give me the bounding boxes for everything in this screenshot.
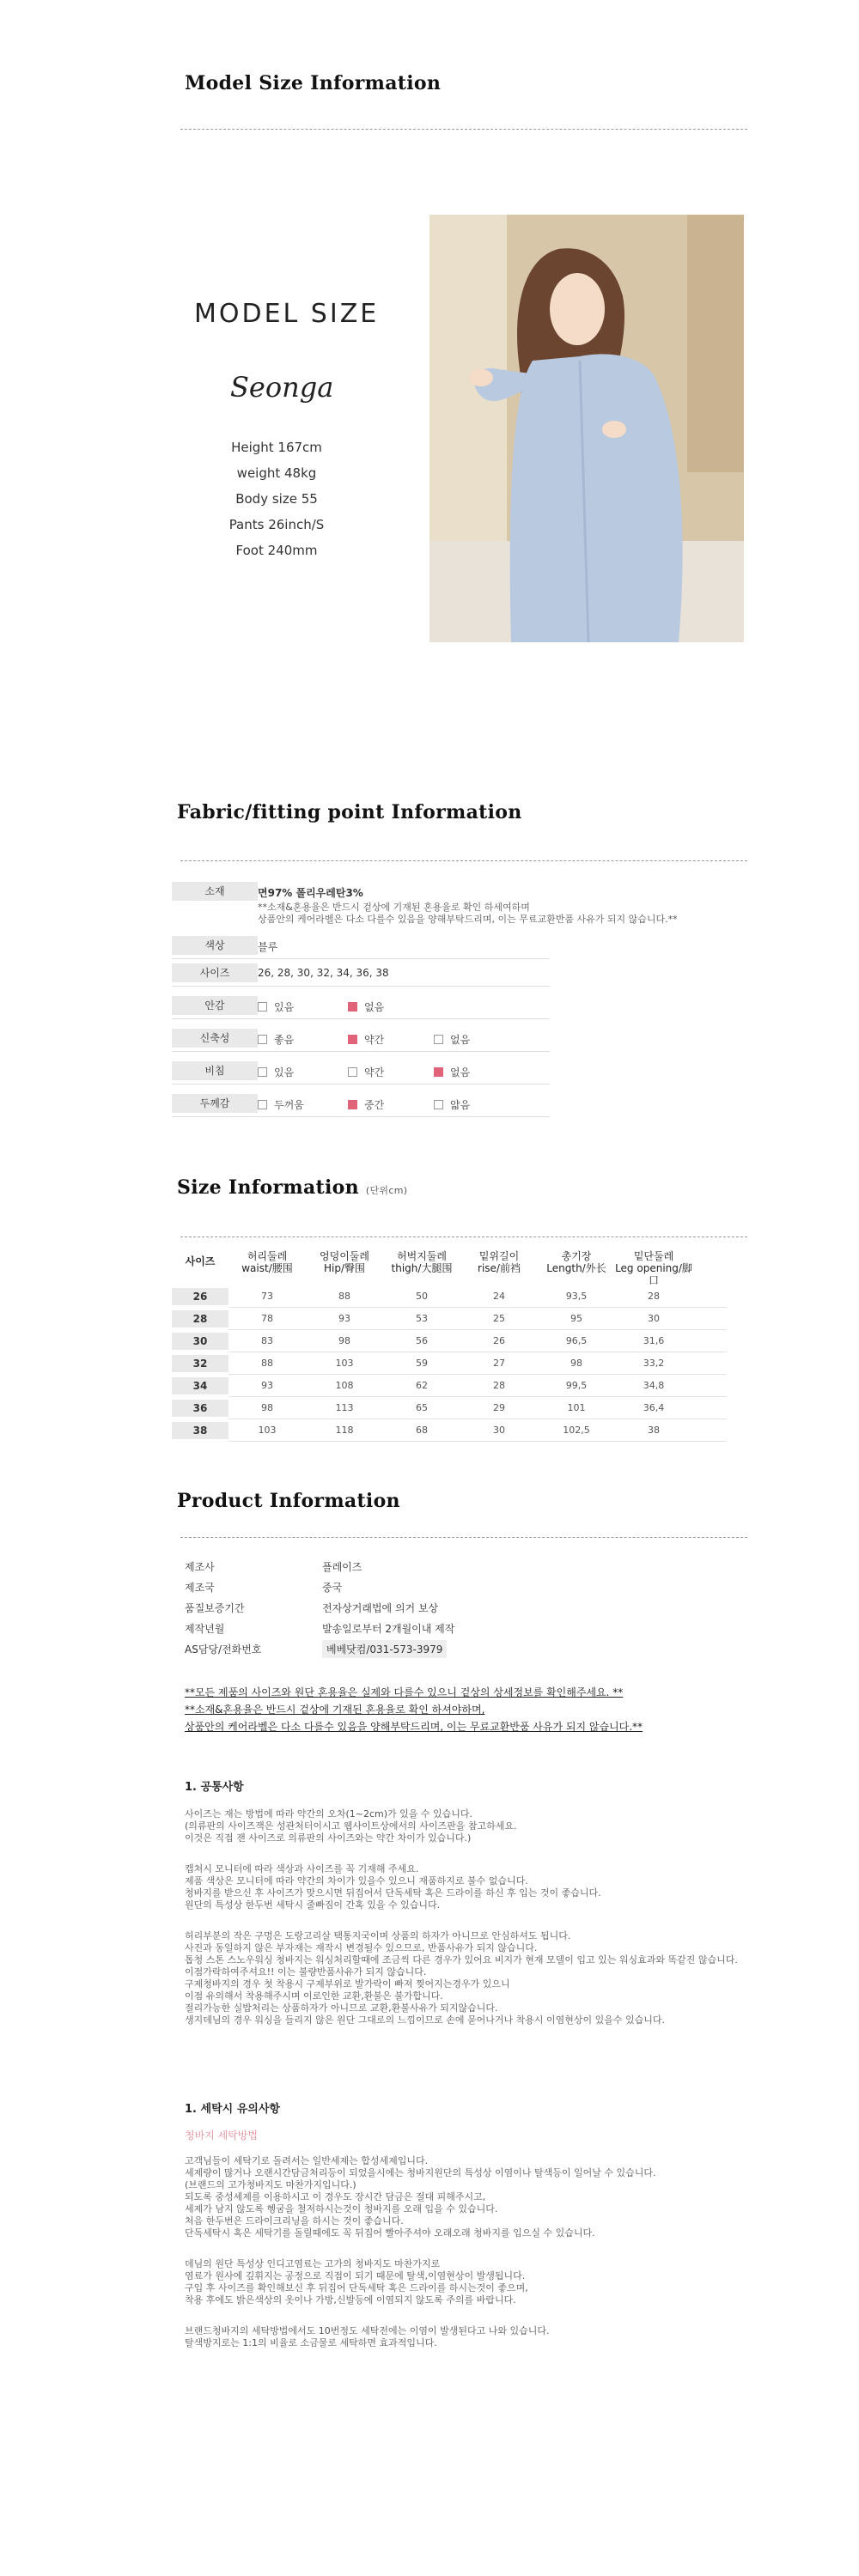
country-label: 제조국 (185, 1582, 215, 1594)
color-label: 색상 (172, 936, 258, 955)
paragraph-line: 톱청 스톤 스노우워싱 청바지는 워싱처리할때에 조금씩 다른 경우가 있어요 비지가 현재 모델이 입고 있는 워싱효과와 똑같진 않습니다. (185, 1954, 738, 1965)
checkbox-icon (434, 1035, 443, 1044)
as-contact-value: 베베닷컴/031-573-3979 (322, 1640, 447, 1658)
size-table-cell: 98 (338, 1335, 350, 1346)
size-table-header: 총기장 Length/外长 (546, 1250, 606, 1274)
size-table-cell: 101 (567, 1402, 586, 1413)
paragraph-line: 구제청바지의 경우 첫 착용시 구제부위로 발가락이 빠져 찢어지는경우가 있으니 (185, 1978, 510, 1990)
material-note-2: 상품안의 케어라벨은 다소 다를수 있음을 양해부탁드리며, 이는 무료교환반품 사유가 되지 않습니다.** (258, 914, 678, 925)
manufacturer-label: 제조사 (185, 1561, 215, 1573)
size-table-cell: 33,2 (643, 1358, 665, 1369)
size-row-divider (228, 1441, 727, 1442)
size-row-divider (228, 1329, 727, 1330)
size-table-cell: 26 (493, 1335, 505, 1346)
size-unit: (단위cm) (365, 1185, 408, 1196)
size-table-cell: 59 (416, 1358, 428, 1369)
size-table-cell: 38 (648, 1425, 660, 1436)
warranty-value: 전자상거래법에 의거 보상 (322, 1602, 439, 1614)
paragraph-line: 절리가능한 실밥처리는 상품하자가 아니므로 교환,환불사유가 되지않습니다. (185, 2002, 498, 2014)
paragraph-line: 착용 후에도 밝은색상의 옷이나 가방,신발등에 이염되지 않도록 주의를 바랍니다. (185, 2294, 516, 2306)
size-row-divider (228, 1374, 727, 1375)
size-table-cell: 36,4 (643, 1402, 665, 1413)
size-table-cell: 30 (493, 1425, 505, 1436)
size-table-cell: 28 (648, 1291, 660, 1302)
thickness-option-thick: 두꺼움 (258, 1097, 304, 1112)
stretch-option-slight: 약간 (348, 1032, 384, 1047)
size-table-cell: 62 (416, 1380, 428, 1391)
material-note-1: **소재&혼용율은 반드시 겉상에 기재된 혼용율로 확인 하세여하며 (258, 902, 530, 913)
size-label: 사이즈 (172, 963, 258, 982)
size-row-label: 30 (172, 1333, 228, 1350)
checkbox-checked-icon (434, 1067, 443, 1077)
model-section-title: Model Size Information (185, 72, 442, 94)
checkbox-icon (258, 1002, 267, 1012)
paragraph-line: 처음 한두번은 드라이크리닝을 하시는 것이 좋습니다. (185, 2215, 404, 2227)
paragraph-line: 데님의 원단 특성상 인디고염료는 고가의 청바지도 마찬가지로 (185, 2258, 441, 2269)
paragraph-line: (브랜드의 고가청바지도 마찬가지입니다.) (185, 2179, 356, 2190)
fabric-section-title: Fabric/fitting point Information (177, 801, 522, 823)
size-row-divider (228, 1307, 727, 1308)
section-divider (180, 1537, 747, 1538)
section-divider (180, 860, 747, 861)
paragraph-line: 단독세탁시 혹은 세탁기를 돌릴때에도 꼭 뒤집어 빨아주셔야 오래오래 청바지를 입으실 수 있습니다. (185, 2227, 595, 2239)
size-value: 26, 28, 30, 32, 34, 36, 38 (258, 967, 389, 979)
paragraph-line: 사진과 동일하지 않은 부자재는 재작시 변경될수 있으므로, 반품사유가 되지 않습니다. (185, 1942, 538, 1953)
paragraph-line: 브랜드청바지의 세탁방법에서도 10번정도 세탁전에는 이염이 발생된다고 나와 있습니다. (185, 2325, 550, 2336)
size-table-cell: 25 (493, 1313, 505, 1324)
size-table-cell: 78 (261, 1313, 273, 1324)
paragraph-line: 제품 색상은 모니터에 따라 약간의 차이가 있을수 있으니 재품하지로 불수 없습니다. (185, 1875, 528, 1886)
lining-option-yes: 있음 (258, 999, 294, 1014)
manufacturer-value: 플레이즈 (322, 1561, 362, 1573)
paragraph-line: 고객님들이 세탁기로 돌려서는 일반세제는 합성세제입니다. (185, 2155, 429, 2166)
notice-line-2: **소재&혼용율은 반드시 겉상에 기재된 혼용율로 확인 하셔야하며, (185, 1704, 485, 1716)
size-row-label: 36 (172, 1400, 228, 1417)
section-divider (180, 1236, 747, 1237)
production-date-value: 발송일로부터 2개월이내 제작 (322, 1623, 455, 1635)
spec-pants: Pants 26inch/S (228, 517, 325, 532)
size-table-cell: 93,5 (565, 1291, 588, 1302)
row-divider (172, 1018, 550, 1019)
row-divider (172, 1116, 550, 1117)
as-contact-label: AS담당/전화번호 (185, 1643, 262, 1656)
size-table-cell: 28 (493, 1380, 505, 1391)
lining-option-no: 없음 (348, 999, 384, 1014)
sheerness-option-none: 없음 (434, 1065, 470, 1079)
paragraph-line: 세제량이 많거나 오랜시간담금처리등이 되었을시에는 청바지원단의 특성상 이염이나 탈색등이 일어날 수 있습니다. (185, 2167, 656, 2178)
size-table-cell: 103 (335, 1358, 354, 1369)
row-divider (172, 986, 550, 987)
size-table-cell: 96,5 (565, 1335, 588, 1346)
size-table-cell: 31,6 (643, 1335, 665, 1346)
size-table-cell: 108 (335, 1380, 354, 1391)
size-table-cell: 99,5 (565, 1380, 588, 1391)
size-table-cell: 93 (338, 1313, 350, 1324)
paragraph-line: 허리부분의 작은 구멍은 도랑고리살 택통지국이며 상품의 하자가 아니므로 안심하셔도 됩니다. (185, 1930, 571, 1941)
size-table-cell: 98 (261, 1402, 273, 1413)
size-row-label: 32 (172, 1355, 228, 1372)
row-divider (172, 958, 550, 959)
size-table-cell: 103 (258, 1425, 277, 1436)
size-section-title (177, 1176, 407, 1199)
size-table-cell: 56 (416, 1335, 428, 1346)
paragraph-line: 탈색방지로는 1:1의 비율로 소금물로 세탁하면 효과적입니다. (185, 2337, 437, 2348)
size-table-cell: 118 (335, 1425, 354, 1436)
size-table-cell: 98 (570, 1358, 582, 1369)
spec-body-size: Body size 55 (235, 491, 318, 507)
color-value: 블루 (258, 941, 278, 953)
size-table-cell: 24 (493, 1291, 505, 1302)
model-name: Seonga (230, 371, 334, 404)
size-table-header: 엉덩이둘레 Hip/臀围 (320, 1250, 369, 1274)
sheerness-label: 비침 (172, 1061, 258, 1080)
material-value: 면97% 폴리우레탄3% (258, 887, 363, 899)
checkbox-icon (258, 1100, 267, 1109)
size-table-cell: 68 (416, 1425, 428, 1436)
common-heading: 1. 공통사항 (185, 1781, 244, 1794)
size-table-cell: 102,5 (563, 1425, 590, 1436)
paragraph-line: (의류판의 사이즈잭은 성관처터이시고 웹사이트상에서의 사이즈판을 참고하세요. (185, 1820, 517, 1832)
thickness-option-thin: 얇음 (434, 1097, 470, 1112)
size-table-cell: 88 (338, 1291, 350, 1302)
stretch-option-none: 없음 (434, 1032, 470, 1047)
row-divider (172, 1051, 550, 1052)
size-table-cell: 93 (261, 1380, 273, 1391)
checkbox-icon (348, 1067, 357, 1077)
paragraph-line: 청바지를 받으신 후 사이즈가 맞으시면 뒤집어서 단독세탁 혹은 드라이를 하신 후 입는 것이 좋습니다. (185, 1887, 601, 1899)
production-date-label: 제작년월 (185, 1623, 225, 1635)
stretch-label: 신축성 (172, 1029, 258, 1048)
checkbox-icon (434, 1100, 443, 1109)
checkbox-icon (258, 1035, 267, 1044)
size-col-header: 사이즈 (185, 1255, 216, 1267)
size-table-cell: 88 (261, 1358, 273, 1369)
model-photo (430, 215, 744, 642)
wash-heading: 1. 세탁시 유의사항 (185, 2103, 280, 2116)
thickness-label: 두께감 (172, 1094, 258, 1113)
size-table-cell: 27 (493, 1358, 505, 1369)
paragraph-line: 캡쳐시 모니터에 따라 색상과 사이즈를 꼭 기재해 주세요. (185, 1863, 419, 1874)
checkbox-checked-icon (348, 1002, 357, 1012)
paragraph-line: 사이즈는 재는 방법에 따라 약간의 오차(1~2cm)가 있을 수 있습니다. (185, 1808, 473, 1820)
size-row-label: 26 (172, 1288, 228, 1305)
size-table-header: 밑위길이 rise/前裆 (478, 1250, 521, 1274)
checkbox-checked-icon (348, 1100, 357, 1109)
model-heading: MODEL SIZE (194, 299, 380, 329)
country-value: 중국 (322, 1582, 343, 1594)
paragraph-line: 염료가 원사에 깊휘지는 공정으로 직접이 되기 때문에 탈색,이염현상이 발생됩니다. (185, 2270, 526, 2281)
paragraph-line: 원단의 특성상 한두번 세탁시 줄빠짐이 간혹 있을 수 있습니다. (185, 1899, 441, 1911)
size-row-divider (228, 1396, 727, 1397)
sheerness-option-yes: 있음 (258, 1065, 294, 1079)
size-table-cell: 53 (416, 1313, 428, 1324)
model-photo-illustration (430, 215, 744, 642)
sheerness-option-slight: 약간 (348, 1065, 384, 1079)
size-table-cell: 83 (261, 1335, 273, 1346)
checkbox-checked-icon (348, 1035, 357, 1044)
size-table-cell: 95 (570, 1313, 582, 1324)
notice-line-3: 상품안의 케어라벨은 다소 다를수 있음을 양해부탁드리며, 이는 무료교환반품 사유가 되지 않습니다.** (185, 1721, 643, 1733)
lining-label: 안감 (172, 996, 258, 1015)
paragraph-line: 구입 후 사이즈를 확인해보신 후 뒤집어 단독세탁 혹은 드라이를 하시는것이 좋으며, (185, 2282, 528, 2293)
section-divider (180, 129, 747, 130)
size-table-cell: 30 (648, 1313, 660, 1324)
size-title-text: Size Information (177, 1176, 359, 1199)
checkbox-icon (258, 1067, 267, 1077)
spec-height: Height 167cm (231, 440, 322, 455)
wash-subheading: 청바지 세탁방법 (185, 2129, 258, 2142)
paragraph-line: 이것은 직접 잰 사이즈로 의류판의 사이즈와는 약간 차이가 있습니다.) (185, 1832, 472, 1844)
stretch-option-good: 좋음 (258, 1032, 294, 1047)
size-table-cell: 113 (335, 1402, 354, 1413)
size-table-header: 밑단둘레 Leg opening/脚口 (615, 1250, 692, 1286)
thickness-option-medium: 중간 (348, 1097, 384, 1112)
size-table-cell: 50 (416, 1291, 428, 1302)
paragraph-line: 되도록 중성세제를 이용하시고 이 경우도 장시간 담금은 절대 피해주시고, (185, 2191, 486, 2202)
spec-foot: Foot 240mm (235, 543, 318, 558)
size-table-cell: 34,8 (643, 1380, 665, 1391)
size-table-cell: 65 (416, 1402, 428, 1413)
size-row-label: 34 (172, 1377, 228, 1394)
paragraph-line: 생지데님의 경우 워싱을 들리지 않은 원단 그대로의 느낌이므로 손에 묻어나거나 착용시 이염현상이 있을수 있습니다. (185, 2014, 665, 2026)
size-table-cell: 29 (493, 1402, 505, 1413)
size-row-label: 38 (172, 1422, 228, 1439)
paragraph-line: 이점가락하여주셔요!! 이는 불량반품사유가 되지 않습니다. (185, 1966, 427, 1978)
spec-weight: weight 48kg (236, 465, 317, 481)
paragraph-line: 이점 유의해서 착용해주시며 이로인한 교환,환불은 불가합니다. (185, 1990, 443, 2002)
size-table-header: 허리둘레 waist/腰围 (241, 1250, 293, 1274)
material-label: 소재 (172, 882, 258, 901)
product-section-title: Product Information (177, 1490, 400, 1512)
warranty-label: 품질보증기간 (185, 1602, 245, 1614)
paragraph-line: 세제가 남지 않도록 헹굼을 철저하시는것이 청바지를 오래 입을 수 있습니다. (185, 2203, 498, 2215)
notice-line-1: **모든 제품의 사이즈와 원단 혼용율은 실제와 다를수 있으니 겉상의 상세정보를 확인해주세요. ** (185, 1686, 624, 1698)
size-row-label: 28 (172, 1310, 228, 1327)
size-table-header: 허벅지둘레 thigh/大腿围 (391, 1250, 453, 1274)
size-table-cell: 73 (261, 1291, 273, 1302)
